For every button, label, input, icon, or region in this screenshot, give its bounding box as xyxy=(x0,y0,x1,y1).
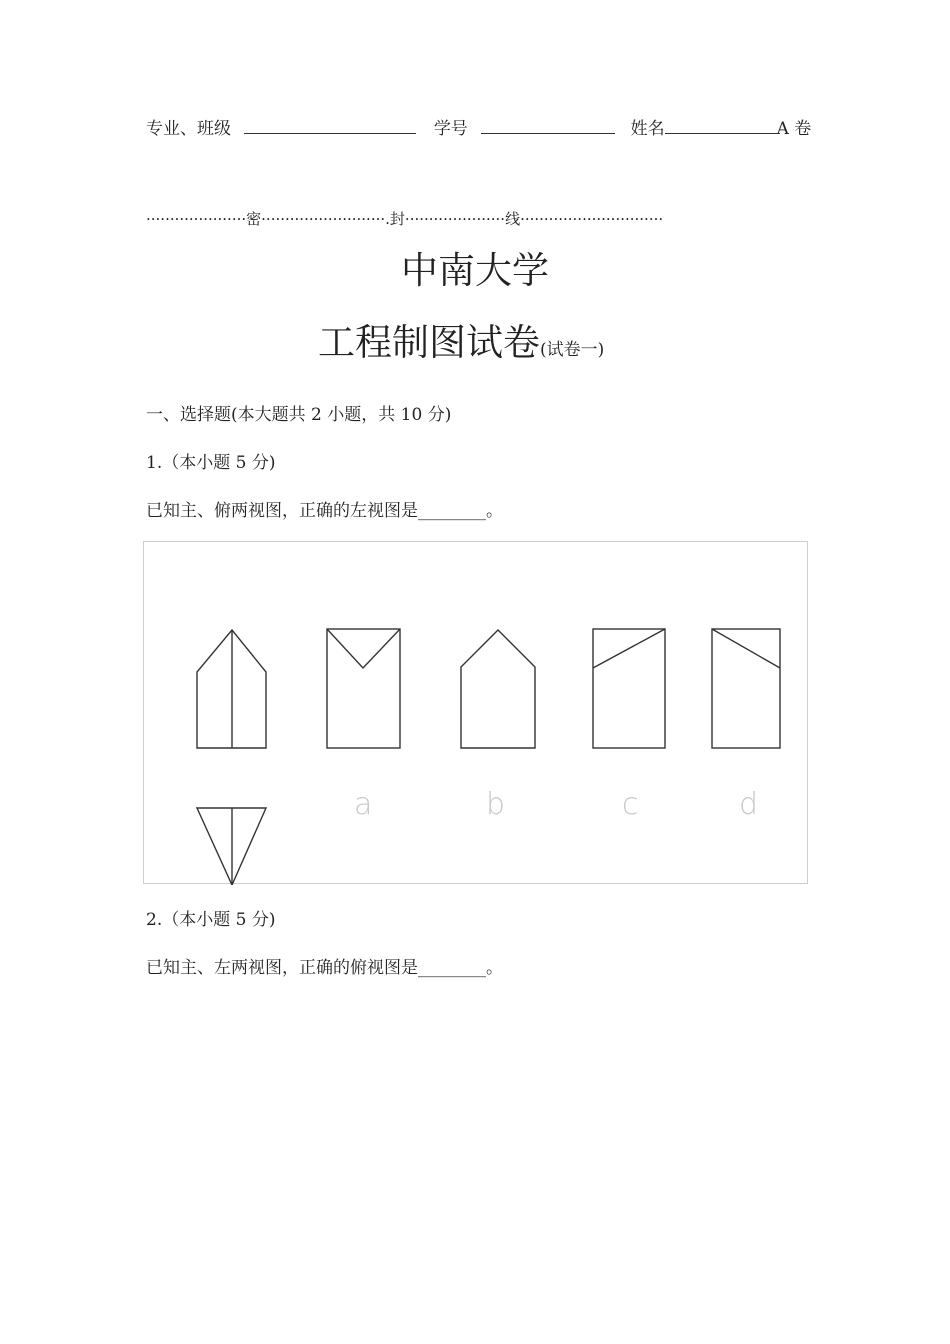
major-blank[interactable] xyxy=(244,117,416,134)
option-d-view[interactable] xyxy=(712,629,780,748)
student-id-blank[interactable] xyxy=(481,117,615,134)
paper-label: A 卷 xyxy=(776,119,812,139)
seal-feng: .封 xyxy=(385,210,405,228)
option-c-view[interactable] xyxy=(593,629,665,748)
student-info-line xyxy=(146,114,811,139)
seal-line: ·····················密··························.封·····················线······························ xyxy=(146,210,664,228)
question-1-text: 已知主、俯两视图，正确的左视图是________。 xyxy=(146,501,503,521)
seal-mi: 密 xyxy=(246,210,262,228)
option-d-label: d xyxy=(739,787,759,822)
option-a-label: a xyxy=(354,787,373,822)
university-name: 中南大学 xyxy=(401,249,549,292)
views-drawing xyxy=(144,542,809,885)
question-1-number: 1.（本小题 5 分) xyxy=(146,453,276,473)
name-blank[interactable] xyxy=(665,117,777,134)
name-label: 姓名 xyxy=(630,119,665,139)
title-row xyxy=(318,312,604,366)
option-b-view[interactable] xyxy=(461,630,535,748)
major-label: 专业、班级 xyxy=(146,119,231,139)
option-a-view[interactable] xyxy=(327,629,400,748)
question-1-figure xyxy=(143,541,808,884)
section-1-heading: 一、选择题(本大题共 2 小题，共 10 分) xyxy=(146,405,452,425)
seal-xian: 线 xyxy=(505,210,521,228)
option-b-label: b xyxy=(486,787,506,822)
question-2-text: 已知主、左两视图，正确的俯视图是________。 xyxy=(146,958,503,978)
student-id-label: 学号 xyxy=(433,119,468,139)
exam-subtitle: (试卷一) xyxy=(540,340,605,360)
exam-title: 工程制图试卷 xyxy=(318,321,540,364)
question-2-number: 2.（本小题 5 分) xyxy=(146,910,276,930)
option-c-label: c xyxy=(622,787,639,822)
